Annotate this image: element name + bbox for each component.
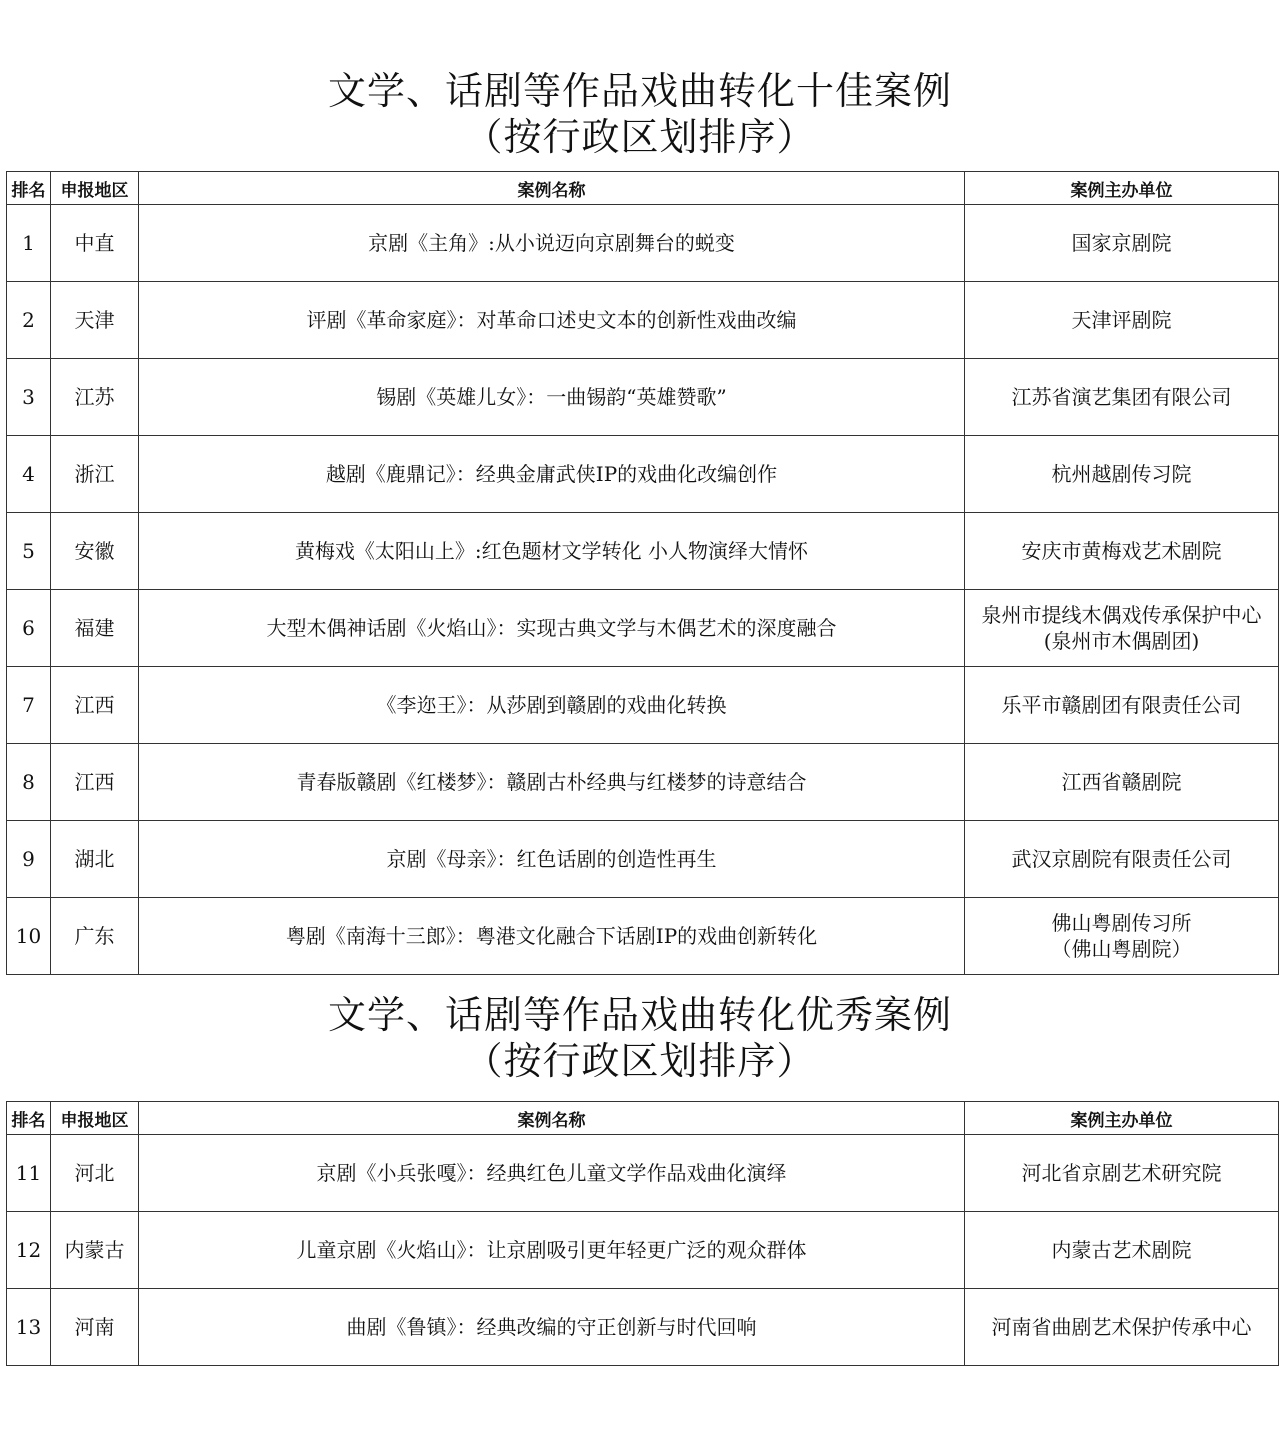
table-row [7, 282, 1279, 359]
organizer-cell [965, 1135, 1279, 1212]
rank-cell: 9 [7, 821, 51, 898]
case-name-cell: 儿童京剧《火焰山》：让京剧吸引更年轻更广泛的观众群体 [139, 1212, 965, 1289]
header-case-name: 案例名称 [139, 172, 965, 205]
organizer-name: 江苏省演艺集团有限公司 [1011, 385, 1232, 409]
case-name-cell: 黄梅戏《太阳山上》:红色题材文学转化 小人物演绎大情怀 [139, 513, 965, 590]
table-row [7, 359, 1279, 436]
rank-cell: 13 [7, 1289, 51, 1366]
rank-cell: 2 [7, 282, 51, 359]
region-cell: 江西 [51, 667, 139, 744]
organizer-cell [965, 590, 1279, 667]
case-name-cell: 青春版赣剧《红楼梦》：赣剧古朴经典与红楼梦的诗意结合 [139, 744, 965, 821]
table-row [7, 436, 1279, 513]
top-ten-cases-table [6, 171, 1279, 975]
organizer-name: 武汉京剧院有限责任公司 [1011, 847, 1232, 871]
section-subheading: （按行政区划排序） [464, 1039, 816, 1083]
table-row [7, 1289, 1279, 1366]
organizer-name: 安庆市黄梅戏艺术剧院 [1021, 539, 1222, 563]
region-cell: 浙江 [51, 436, 139, 513]
header-rank: 排名 [7, 172, 51, 205]
organizer-cell [965, 898, 1279, 975]
header-region: 申报地区 [51, 1102, 139, 1135]
organizer-name: 内蒙古艺术剧院 [1051, 1238, 1192, 1262]
rank-cell: 12 [7, 1212, 51, 1289]
region-cell: 湖北 [51, 821, 139, 898]
table-row [7, 667, 1279, 744]
organizer-name: 泉州市提线木偶戏传承保护中心 [981, 603, 1262, 627]
header-rank: 排名 [7, 1102, 51, 1135]
case-name-cell: 《李迩王》：从莎剧到赣剧的戏曲化转换 [139, 667, 965, 744]
case-name-cell: 京剧《主角》:从小说迈向京剧舞台的蜕变 [139, 205, 965, 282]
section-title-excellent [0, 992, 1280, 1084]
table-row [7, 205, 1279, 282]
organizer-name: 河北省京剧艺术研究院 [1021, 1161, 1222, 1185]
section-subheading: （按行政区划排序） [464, 115, 816, 159]
region-cell: 中直 [51, 205, 139, 282]
case-name-cell: 评剧《革命家庭》：对革命口述史文本的创新性戏曲改编 [139, 282, 965, 359]
section-title-top-ten [0, 68, 1280, 160]
organizer-name: 河南省曲剧艺术保护传承中心 [991, 1315, 1252, 1339]
table-row [7, 1212, 1279, 1289]
rank-cell: 5 [7, 513, 51, 590]
organizer-cell [965, 1212, 1279, 1289]
region-cell: 江苏 [51, 359, 139, 436]
table-row [7, 821, 1279, 898]
case-name-cell: 曲剧《鲁镇》：经典改编的守正创新与时代回响 [139, 1289, 965, 1366]
case-name-cell: 粤剧《南海十三郎》：粤港文化融合下话剧IP的戏曲创新转化 [139, 898, 965, 975]
organizer-cell [965, 667, 1279, 744]
case-name-cell: 京剧《母亲》：红色话剧的创造性再生 [139, 821, 965, 898]
organizer-cell [965, 821, 1279, 898]
rank-cell: 10 [7, 898, 51, 975]
organizer-cell [965, 282, 1279, 359]
region-cell: 江西 [51, 744, 139, 821]
header-case-name: 案例名称 [139, 1102, 965, 1135]
organizer-name: 乐平市赣剧团有限责任公司 [1001, 693, 1242, 717]
table-body [7, 205, 1279, 975]
case-name-cell: 锡剧《英雄儿女》：一曲锡韵“英雄赞歌” [139, 359, 965, 436]
organizer-cell [965, 436, 1279, 513]
region-cell: 内蒙古 [51, 1212, 139, 1289]
organizer-name: 杭州越剧传习院 [1051, 462, 1192, 486]
organizer-cell [965, 359, 1279, 436]
table-row [7, 1135, 1279, 1212]
region-cell: 河南 [51, 1289, 139, 1366]
rank-cell: 8 [7, 744, 51, 821]
table-header-row [7, 172, 1279, 205]
organizer-cell [965, 744, 1279, 821]
rank-cell: 7 [7, 667, 51, 744]
excellent-cases-table [6, 1101, 1279, 1366]
organizer-name: 佛山粤剧传习所 [1051, 911, 1192, 935]
case-name-cell: 京剧《小兵张嘎》：经典红色儿童文学作品戏曲化演绎 [139, 1135, 965, 1212]
region-cell: 福建 [51, 590, 139, 667]
table-row [7, 744, 1279, 821]
region-cell: 天津 [51, 282, 139, 359]
header-organizer: 案例主办单位 [965, 1102, 1279, 1135]
region-cell: 河北 [51, 1135, 139, 1212]
table-body [7, 1135, 1279, 1366]
organizer-name: 国家京剧院 [1071, 231, 1172, 255]
table-header-row [7, 1102, 1279, 1135]
header-region: 申报地区 [51, 172, 139, 205]
table-row [7, 513, 1279, 590]
organizer-cell [965, 205, 1279, 282]
case-name-cell: 越剧《鹿鼎记》：经典金庸武侠IP的戏曲化改编创作 [139, 436, 965, 513]
table-row [7, 590, 1279, 667]
section-heading: 文学、话剧等作品戏曲转化优秀案例 [327, 993, 952, 1037]
case-name-cell: 大型木偶神话剧《火焰山》：实现古典文学与木偶艺术的深度融合 [139, 590, 965, 667]
rank-cell: 11 [7, 1135, 51, 1212]
organizer-cell [965, 513, 1279, 590]
rank-cell: 1 [7, 205, 51, 282]
header-organizer: 案例主办单位 [965, 172, 1279, 205]
section-heading: 文学、话剧等作品戏曲转化十佳案例 [327, 69, 952, 113]
organizer-alias: (泉州市木偶剧团) [1043, 629, 1200, 653]
table-row [7, 898, 1279, 975]
region-cell: 安徽 [51, 513, 139, 590]
organizer-alias: （佛山粤剧院） [1051, 937, 1192, 961]
region-cell: 广东 [51, 898, 139, 975]
rank-cell: 6 [7, 590, 51, 667]
organizer-name: 江西省赣剧院 [1061, 770, 1182, 794]
organizer-name: 天津评剧院 [1071, 308, 1172, 332]
rank-cell: 4 [7, 436, 51, 513]
rank-cell: 3 [7, 359, 51, 436]
organizer-cell [965, 1289, 1279, 1366]
